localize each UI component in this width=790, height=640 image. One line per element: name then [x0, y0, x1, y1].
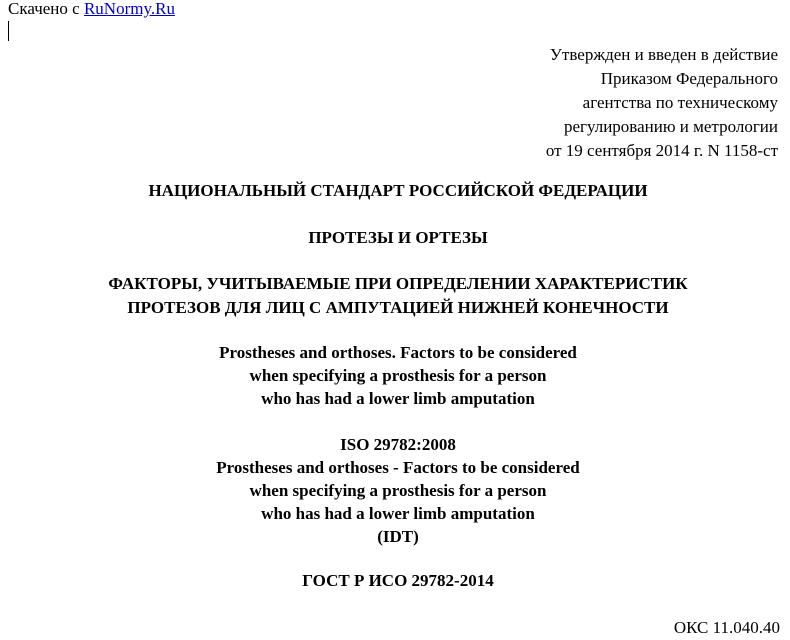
subject-heading [0, 226, 790, 250]
idt-label: (IDT) [377, 527, 419, 546]
download-source [8, 0, 175, 20]
russian-title-line: ФАКТОРЫ, УЧИТЫВАЕМЫЕ ПРИ ОПРЕДЕЛЕНИИ ХАРАКТЕРИСТИК [108, 274, 688, 293]
iso-title-line: who has had a lower limb amputation [261, 504, 535, 523]
subject-title: ПРОТЕЗЫ И ОРТЕЗЫ [308, 228, 488, 247]
approval-block [546, 43, 778, 163]
russian-title-line: ПРОТЕЗОВ ДЛЯ ЛИЦ С АМПУТАЦИЕЙ НИЖНЕЙ КОНЕЧНОСТИ [127, 298, 669, 317]
russian-title-block [0, 272, 790, 320]
approval-line: Утвержден и введен в действие [549, 45, 778, 64]
english-title-line: when specifying a prosthesis for a person [249, 366, 547, 385]
iso-number: ISO 29782:2008 [340, 435, 456, 454]
gost-heading [0, 569, 790, 593]
approval-line: регулированию и метрологии [563, 117, 778, 136]
approval-line: от 19 сентября 2014 г. N 1158-ст [545, 141, 778, 160]
approval-line: агентства по техническому [582, 93, 778, 112]
iso-block [0, 433, 790, 548]
runormy-link[interactable]: RuNormy.Ru [83, 0, 175, 18]
download-source-prefix: Скачено с [8, 0, 84, 18]
national-standard-title: НАЦИОНАЛЬНЫЙ СТАНДАРТ РОССИЙСКОЙ ФЕДЕРАЦИИ [148, 181, 648, 200]
oks-code: ОКС 11.040.40 [673, 618, 780, 637]
english-title-line: Prostheses and orthoses. Factors to be considered [219, 343, 577, 362]
english-title-line: who has had a lower limb amputation [261, 389, 535, 408]
iso-title-line: when specifying a prosthesis for a person [249, 481, 547, 500]
english-title-block [0, 341, 790, 410]
text-cursor [8, 21, 9, 41]
gost-number: ГОСТ Р ИСО 29782-2014 [302, 571, 494, 590]
national-standard-heading [0, 179, 790, 203]
approval-line: Приказом Федерального [600, 69, 778, 88]
iso-title-line: Prostheses and orthoses - Factors to be considered [216, 458, 580, 477]
